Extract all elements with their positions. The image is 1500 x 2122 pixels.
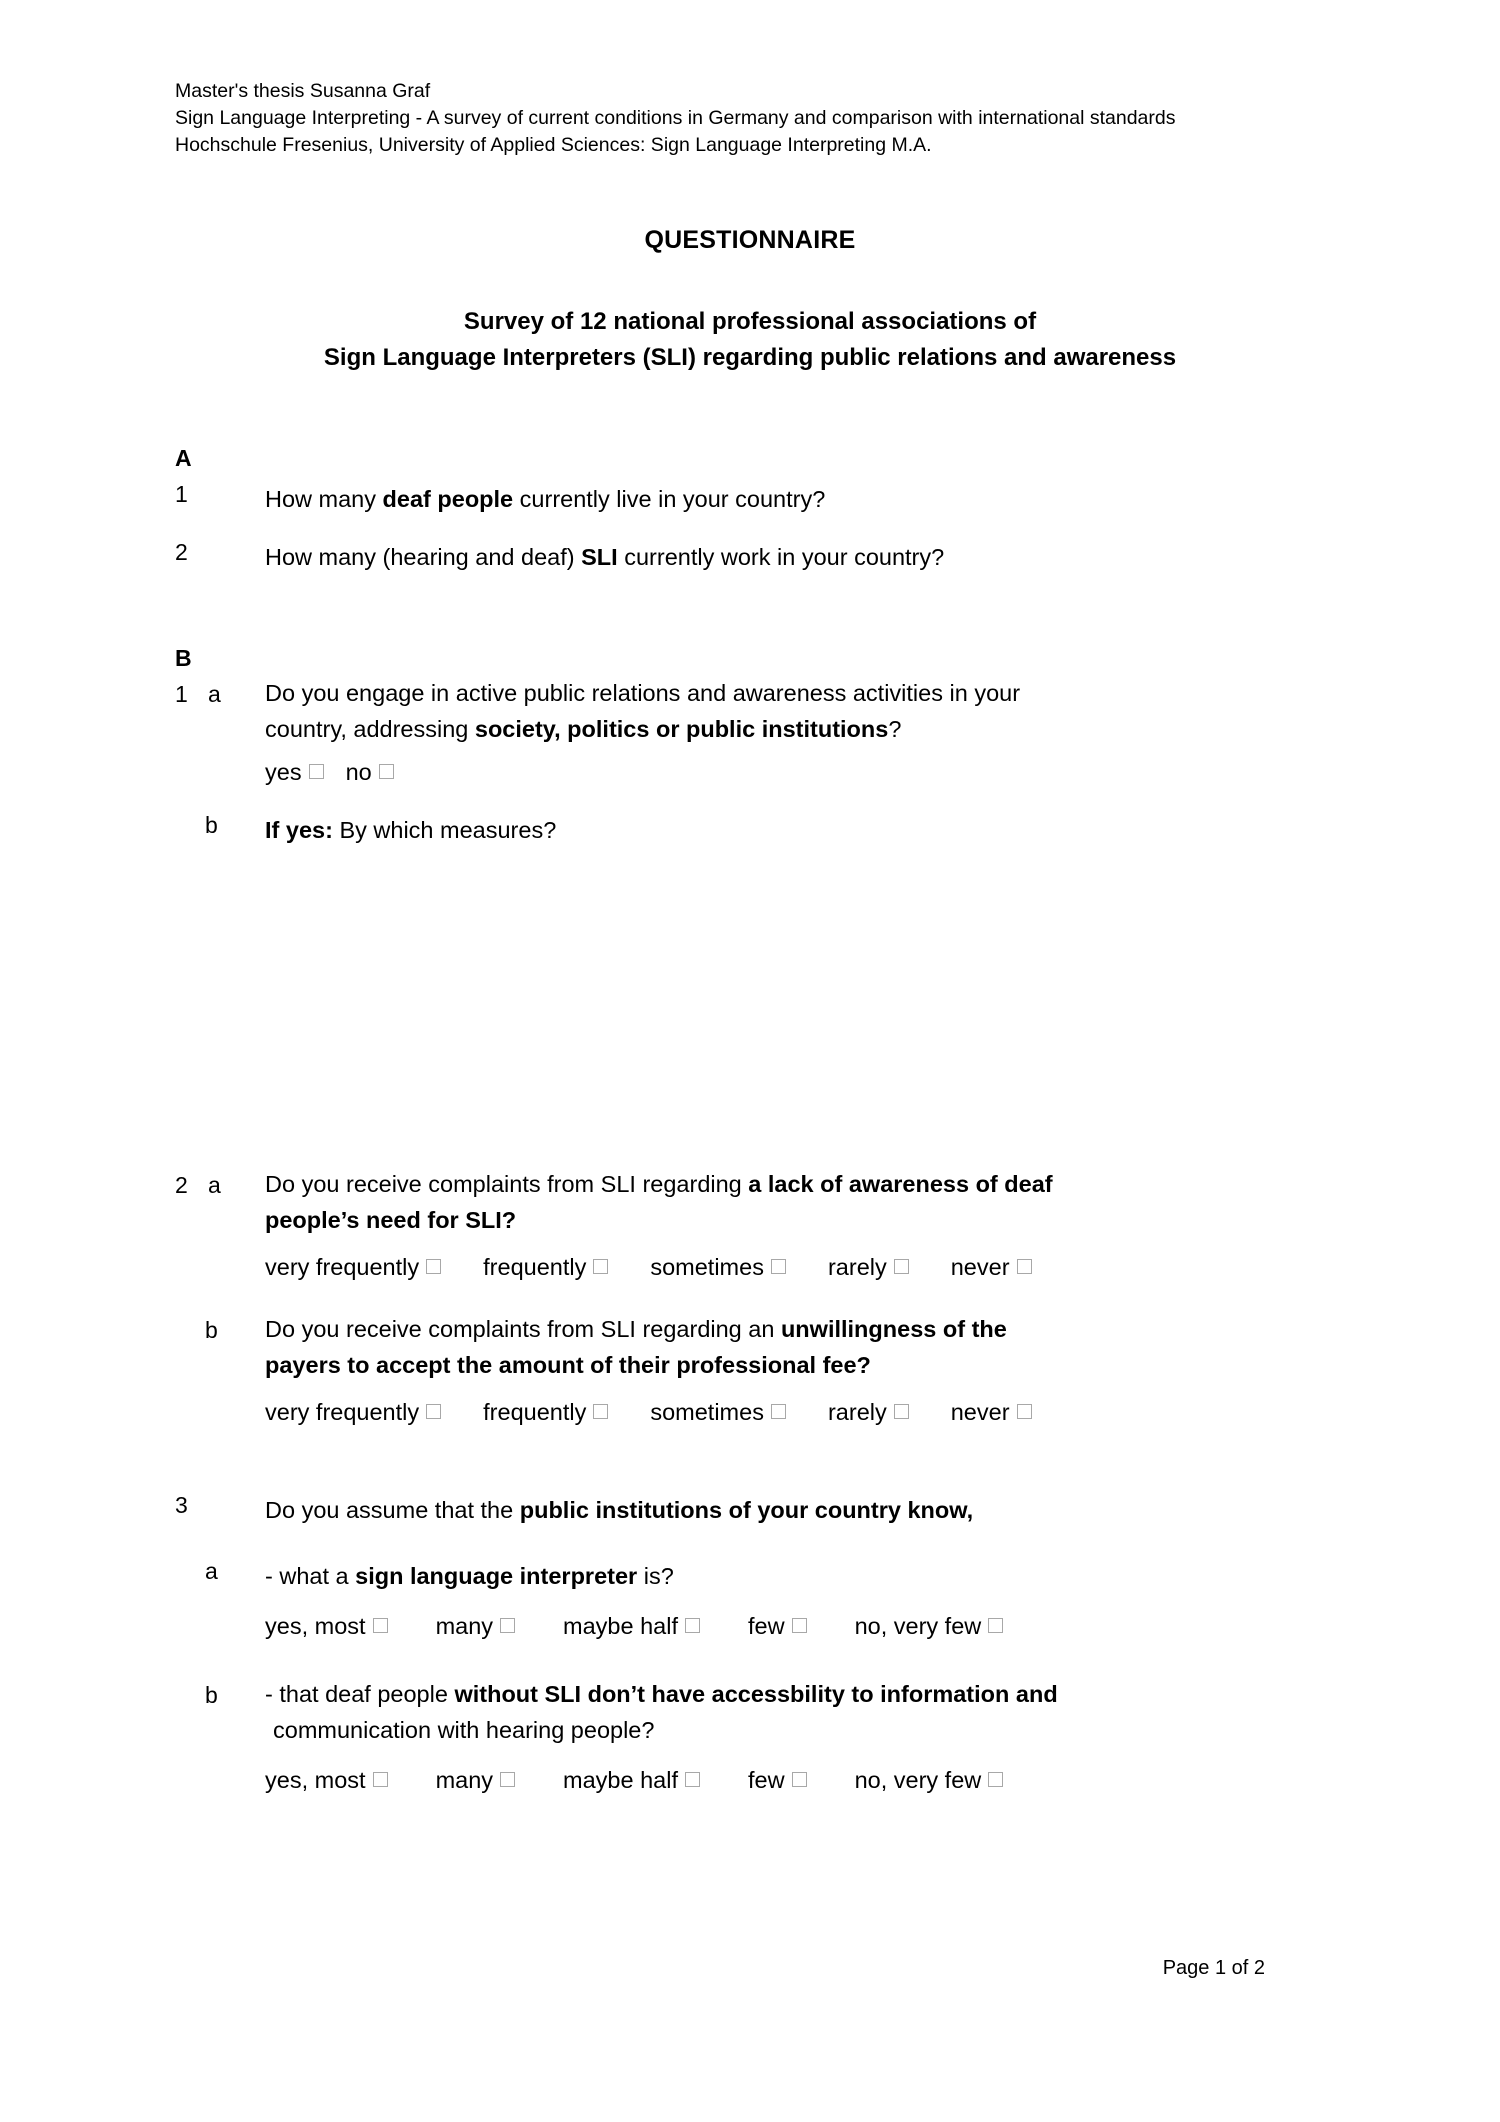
option-label-many: many bbox=[435, 1767, 494, 1793]
option-label-sometimes: sometimes bbox=[650, 1399, 764, 1425]
header-line-2: Sign Language Interpreting - A survey of current conditions in Germany and comparison with international standards bbox=[175, 107, 1176, 129]
subtitle-line-2: Sign Language Interpreters (SLI) regarding public relations and awareness bbox=[323, 344, 1177, 371]
b3-intro-bold: public institutions of your country know, bbox=[519, 1497, 974, 1523]
b1a-line2-after: ? bbox=[888, 716, 902, 742]
b3b-line1-before: - that deaf people bbox=[265, 1681, 455, 1707]
section-label-b: B bbox=[175, 645, 192, 671]
option-b3b-few[interactable] bbox=[748, 1765, 807, 1795]
option-b3a-yes-most[interactable] bbox=[265, 1611, 388, 1641]
b2b-line1-before: Do you receive complaints from SLI regarding an bbox=[265, 1316, 781, 1342]
question-text-b1a bbox=[265, 675, 1265, 747]
checkbox-icon-b2b-never[interactable] bbox=[1017, 1404, 1032, 1419]
option-label-no: no bbox=[345, 759, 372, 785]
checkbox-icon-b2a-sometimes[interactable] bbox=[771, 1259, 786, 1274]
option-label-very-frequently: very frequently bbox=[265, 1254, 420, 1280]
option-b2b-never[interactable] bbox=[951, 1397, 1032, 1427]
checkbox-icon-b2a-very-frequently[interactable] bbox=[426, 1259, 441, 1274]
b3a-after: is? bbox=[637, 1563, 674, 1589]
checkbox-icon-b3a-yes-most[interactable] bbox=[373, 1618, 388, 1633]
b1b-after: By which measures? bbox=[332, 817, 557, 843]
options-b2b bbox=[265, 1397, 1032, 1427]
checkbox-icon-b3b-many[interactable] bbox=[500, 1772, 515, 1787]
option-label-rarely: rarely bbox=[827, 1254, 887, 1280]
header-line-3: Hochschule Fresenius, University of Applied Sciences: Sign Language Interpreting M.A. bbox=[175, 134, 932, 156]
checkbox-icon-b3a-maybe-half[interactable] bbox=[685, 1618, 700, 1633]
b2a-line-2 bbox=[265, 1202, 1315, 1238]
a1-text-before: How many bbox=[265, 486, 383, 512]
b2a-line1-bold: a lack of awareness of deaf bbox=[748, 1171, 1053, 1197]
option-b3a-few[interactable] bbox=[748, 1611, 807, 1641]
option-b2b-rarely[interactable] bbox=[828, 1397, 909, 1427]
option-b2a-never[interactable] bbox=[951, 1252, 1032, 1282]
a1-text-after: currently live in your country? bbox=[513, 486, 826, 512]
option-label-rarely: rarely bbox=[827, 1399, 887, 1425]
checkbox-icon-b2b-very-frequently[interactable] bbox=[426, 1404, 441, 1419]
checkbox-icon-b2a-never[interactable] bbox=[1017, 1259, 1032, 1274]
question-text-b1b bbox=[265, 812, 556, 848]
b1a-line2-before: country, addressing bbox=[265, 716, 475, 742]
question-text-a2 bbox=[265, 539, 944, 575]
question-sub-b1a: a bbox=[208, 681, 221, 707]
a2-text-after: currently work in your country? bbox=[617, 544, 945, 570]
checkbox-icon-b1a-yes[interactable] bbox=[309, 764, 324, 779]
option-label-many: many bbox=[435, 1613, 494, 1639]
option-b2b-very-frequently[interactable] bbox=[265, 1397, 441, 1427]
b2b-line2-bold: payers to accept the amount of their professional fee? bbox=[265, 1352, 871, 1378]
b2a-line2-bold: people’s need for SLI? bbox=[265, 1207, 517, 1233]
a2-text-before: How many (hearing and deaf) bbox=[265, 544, 582, 570]
page-footer: Page 1 of 2 bbox=[1162, 1957, 1265, 1979]
checkbox-icon-b3b-yes-most[interactable] bbox=[373, 1772, 388, 1787]
option-b3b-maybe-half[interactable] bbox=[563, 1765, 700, 1795]
option-label-sometimes: sometimes bbox=[650, 1254, 764, 1280]
b3a-before: - what a bbox=[265, 1563, 356, 1589]
option-label-maybe-half: maybe half bbox=[563, 1613, 678, 1639]
question-text-b3b bbox=[265, 1676, 1325, 1748]
b2a-line1-before: Do you receive complaints from SLI regarding bbox=[265, 1171, 749, 1197]
checkbox-icon-b3b-maybe-half[interactable] bbox=[685, 1772, 700, 1787]
option-label-frequently: frequently bbox=[483, 1254, 587, 1280]
option-b2a-rarely[interactable] bbox=[828, 1252, 909, 1282]
checkbox-icon-b1a-no[interactable] bbox=[379, 764, 394, 779]
option-label-yes: yes bbox=[265, 759, 302, 785]
option-b2a-sometimes[interactable] bbox=[650, 1252, 786, 1282]
question-text-a1 bbox=[265, 481, 825, 517]
b2a-line-1 bbox=[265, 1166, 1315, 1202]
option-b3a-many[interactable] bbox=[436, 1611, 515, 1641]
page-title: QUESTIONNAIRE bbox=[644, 226, 856, 254]
b1b-bold: If yes: bbox=[265, 817, 333, 843]
checkbox-icon-b3b-no-very-few[interactable] bbox=[988, 1772, 1003, 1787]
option-b1a-yes[interactable] bbox=[265, 757, 324, 787]
question-number-b1: 1 bbox=[175, 681, 188, 707]
b3b-line-1 bbox=[265, 1676, 1325, 1712]
b3b-line1-bold: without SLI don’t have accessbility to information and bbox=[454, 1681, 1058, 1707]
checkbox-icon-b2b-rarely[interactable] bbox=[894, 1404, 909, 1419]
a2-text-bold: SLI bbox=[581, 544, 618, 570]
option-b3b-many[interactable] bbox=[436, 1765, 515, 1795]
options-b1a bbox=[265, 757, 394, 787]
question-number-b2: 2 bbox=[175, 1172, 188, 1198]
a1-text-bold: deaf people bbox=[382, 486, 514, 512]
section-label-a: A bbox=[175, 445, 192, 471]
question-text-b2b bbox=[265, 1311, 1315, 1383]
b3a-bold: sign language interpreter bbox=[355, 1563, 638, 1589]
option-label-no-very-few: no, very few bbox=[854, 1767, 982, 1793]
question-text-b3 bbox=[265, 1492, 1315, 1528]
option-label-very-frequently: very frequently bbox=[265, 1399, 420, 1425]
option-label-few: few bbox=[747, 1767, 785, 1793]
option-b2b-sometimes[interactable] bbox=[650, 1397, 786, 1427]
checkbox-icon-b2b-frequently[interactable] bbox=[593, 1404, 608, 1419]
options-b3a bbox=[265, 1611, 1003, 1641]
question-text-b3a bbox=[265, 1558, 1315, 1594]
option-label-few: few bbox=[747, 1613, 785, 1639]
checkbox-icon-b3a-no-very-few[interactable] bbox=[988, 1618, 1003, 1633]
b3b-line-2: communication with hearing people? bbox=[273, 1717, 655, 1743]
option-b3b-yes-most[interactable] bbox=[265, 1765, 388, 1795]
question-number-a2: 2 bbox=[175, 539, 188, 565]
option-label-frequently: frequently bbox=[483, 1399, 587, 1425]
option-b3a-maybe-half[interactable] bbox=[563, 1611, 700, 1641]
question-sub-b3a: a bbox=[205, 1558, 218, 1584]
document-header bbox=[175, 78, 1405, 159]
question-sub-b1b: b bbox=[205, 812, 218, 838]
checkbox-icon-b3a-many[interactable] bbox=[500, 1618, 515, 1633]
b1a-line2-bold: society, politics or public institutions bbox=[474, 716, 889, 742]
checkbox-icon-b3a-few[interactable] bbox=[792, 1618, 807, 1633]
question-number-a1: 1 bbox=[175, 481, 188, 507]
option-label-never: never bbox=[950, 1254, 1010, 1280]
option-b3a-no-very-few[interactable] bbox=[855, 1611, 1004, 1641]
option-b3b-no-very-few[interactable] bbox=[855, 1765, 1004, 1795]
option-label-no-very-few: no, very few bbox=[854, 1613, 982, 1639]
option-b1a-no[interactable] bbox=[346, 757, 394, 787]
checkbox-icon-b3b-few[interactable] bbox=[792, 1772, 807, 1787]
page-subtitle bbox=[150, 304, 1350, 376]
question-sub-b2a: a bbox=[208, 1172, 221, 1198]
option-label-never: never bbox=[950, 1399, 1010, 1425]
option-b2a-very-frequently[interactable] bbox=[265, 1252, 441, 1282]
subtitle-line-1: Survey of 12 national professional associations of bbox=[463, 308, 1037, 335]
b1a-line-1: Do you engage in active public relations and awareness activities in your bbox=[265, 680, 1021, 706]
question-number-b3: 3 bbox=[175, 1492, 188, 1518]
option-b2a-frequently[interactable] bbox=[483, 1252, 608, 1282]
options-b3b bbox=[265, 1765, 1003, 1795]
option-label-maybe-half: maybe half bbox=[563, 1767, 678, 1793]
b2b-line-1 bbox=[265, 1311, 1315, 1347]
options-b2a bbox=[265, 1252, 1032, 1282]
option-b2b-frequently[interactable] bbox=[483, 1397, 608, 1427]
header-line-1: Master's thesis Susanna Graf bbox=[175, 80, 431, 102]
b2b-line-2 bbox=[265, 1347, 1315, 1383]
checkbox-icon-b2a-frequently[interactable] bbox=[593, 1259, 608, 1274]
b3-intro-before: Do you assume that the bbox=[265, 1497, 520, 1523]
b1a-line-2 bbox=[265, 711, 1265, 747]
b2b-line1-bold: unwillingness of the bbox=[780, 1316, 1007, 1342]
question-sub-b2b: b bbox=[205, 1317, 218, 1343]
checkbox-icon-b2b-sometimes[interactable] bbox=[771, 1404, 786, 1419]
question-sub-b3b: b bbox=[205, 1682, 218, 1708]
option-label-yes-most: yes, most bbox=[265, 1613, 366, 1639]
option-label-yes-most: yes, most bbox=[265, 1767, 366, 1793]
question-text-b2a bbox=[265, 1166, 1315, 1238]
checkbox-icon-b2a-rarely[interactable] bbox=[894, 1259, 909, 1274]
